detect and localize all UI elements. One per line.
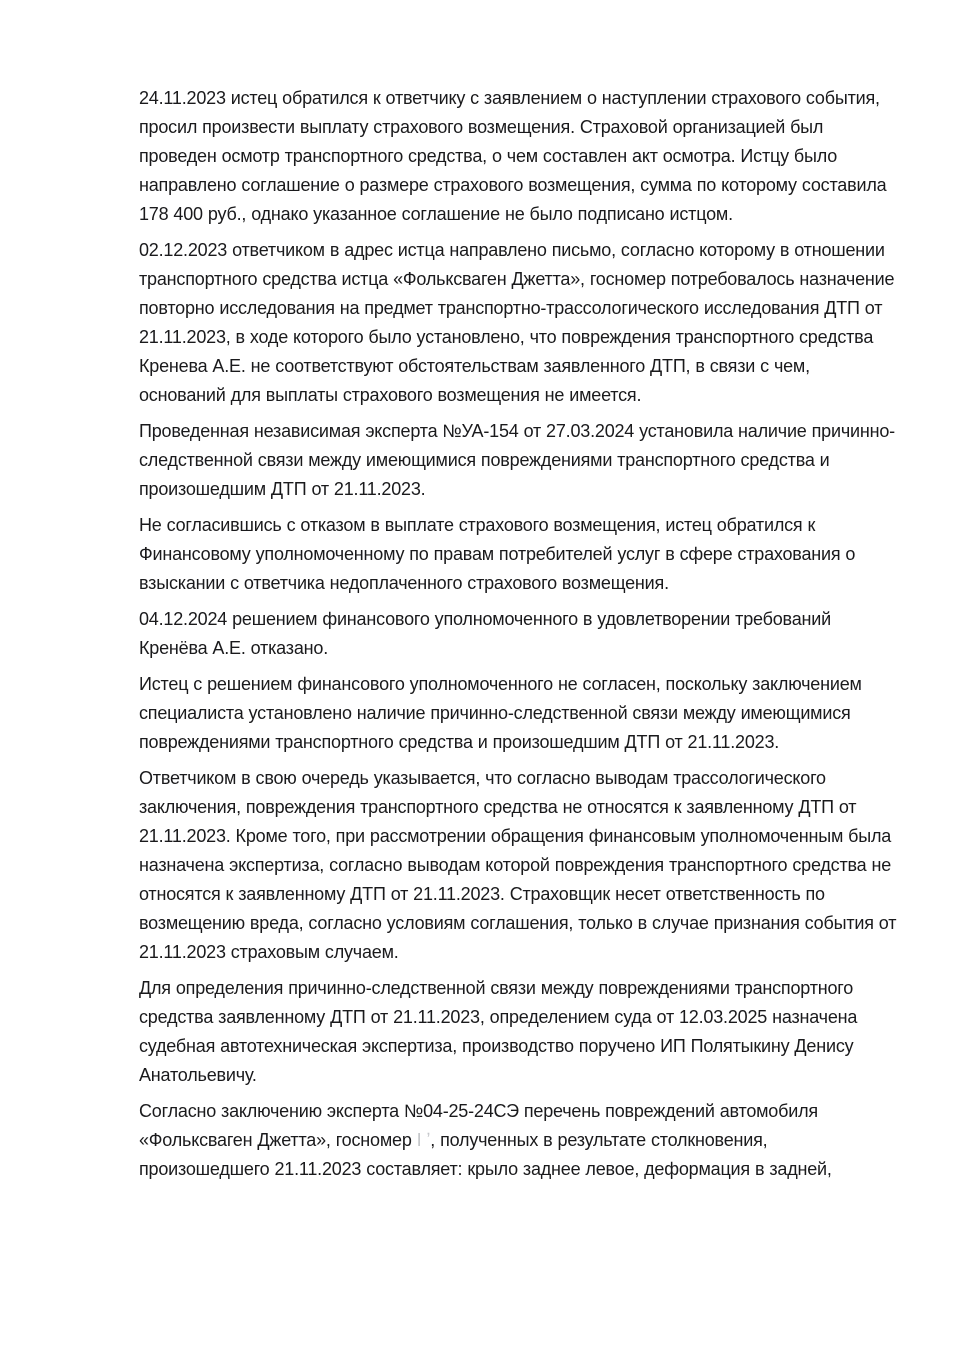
- text-segment: Для определения причинно-следственной связи между повреждениями транспортного средства заявленному ДТП от 21.11.2023, определением суда от 12.03.2025 назначена судебная автотехническая экспертиза, производство поручено ИП Полятыкину Денису Анатольевичу.: [139, 978, 858, 1085]
- text-segment: 04.12.2024 решением финансового уполномоченного в удовлетворении требований Кренёва А.Е. отказано.: [139, 609, 831, 658]
- paragraph: [139, 764, 901, 967]
- text-segment: Ответчиком в свою очередь указывается, что согласно выводам трассологического заключения, повреждения транспортного средства не относятся к заявленному ДТП от 21.11.2023. Кроме того, при рассмотрении обращения финансовым уполномоченным была назначена экспертиза, согласно выводам которой повреждения транспортного средства не относятся к заявленному ДТП от 21.11.2023. Страховщик несет ответственность по возмещению вреда, согласно условиям соглашения, только в случае признания события от 21.11.2023 страховым случаем.: [139, 768, 897, 962]
- text-segment: Истец с решением финансового уполномоченного не согласен, поскольку заключением специалиста установлено наличие причинно-следственной связи между имеющимися повреждениями транспортного средства и произошедшим ДТП от 21.11.2023.: [139, 674, 862, 752]
- paragraph: [139, 236, 901, 410]
- text-segment: Не согласившись с отказом в выплате страхового возмещения, истец обратился к Финансовому уполномоченному по правам потребителей услуг в сфере страхования о взыскании с ответчика недоплаченного страхового возмещения.: [139, 515, 856, 593]
- paragraph: [139, 605, 901, 663]
- paragraph: [139, 511, 901, 598]
- paragraph: [139, 1097, 901, 1184]
- paragraph: [139, 670, 901, 757]
- text-segment: , полученных в результате столкновения, произошедшего 21.11.2023 составляет: крыло заднее левое, деформация в задней,: [139, 1130, 832, 1179]
- paragraph: [139, 84, 901, 229]
- text-segment: 02.12.2023 ответчиком в адрес истца направлено письмо, согласно которому в отношении транспортного средства истца «Фольксваген Джетта», госномер потребовалось назначение повторно исследования на предмет транспортно-трассологического исследования ДТП от 21.11.2023, в ходе которого было установлено, что повреждения транспортного средства Кренева А.Е. не соответствуют обстоятельствам заявленного ДТП, в связи с чем, оснований для выплаты страхового возмещения не имеется.: [139, 240, 895, 405]
- paragraph: [139, 417, 901, 504]
- redacted-plate-remnant: І ʼ: [416, 1130, 431, 1150]
- text-segment: 24.11.2023 истец обратился к ответчику с заявлением о наступлении страхового события, просил произвести выплату страхового возмещения. Страховой организацией был проведен осмотр транспортного средства, о чем составлен акт осмотра. Истцу было направлено соглашение о размере страхового возмещения, сумма по которому составила 178 400 руб., однако указанное соглашение не было подписано истцом.: [139, 88, 887, 224]
- text-segment: Проведенная независимая эксперта №УА-154 от 27.03.2024 установила наличие причинно-следственной связи между имеющимися повреждениями транспортного средства и произошедшим ДТП от 21.11.2023.: [139, 421, 895, 499]
- text-segment: Согласно заключению эксперта №04-25-24СЭ перечень повреждений автомобиля «Фольксваген Джетта», госномер: [139, 1101, 818, 1150]
- paragraph: [139, 974, 901, 1090]
